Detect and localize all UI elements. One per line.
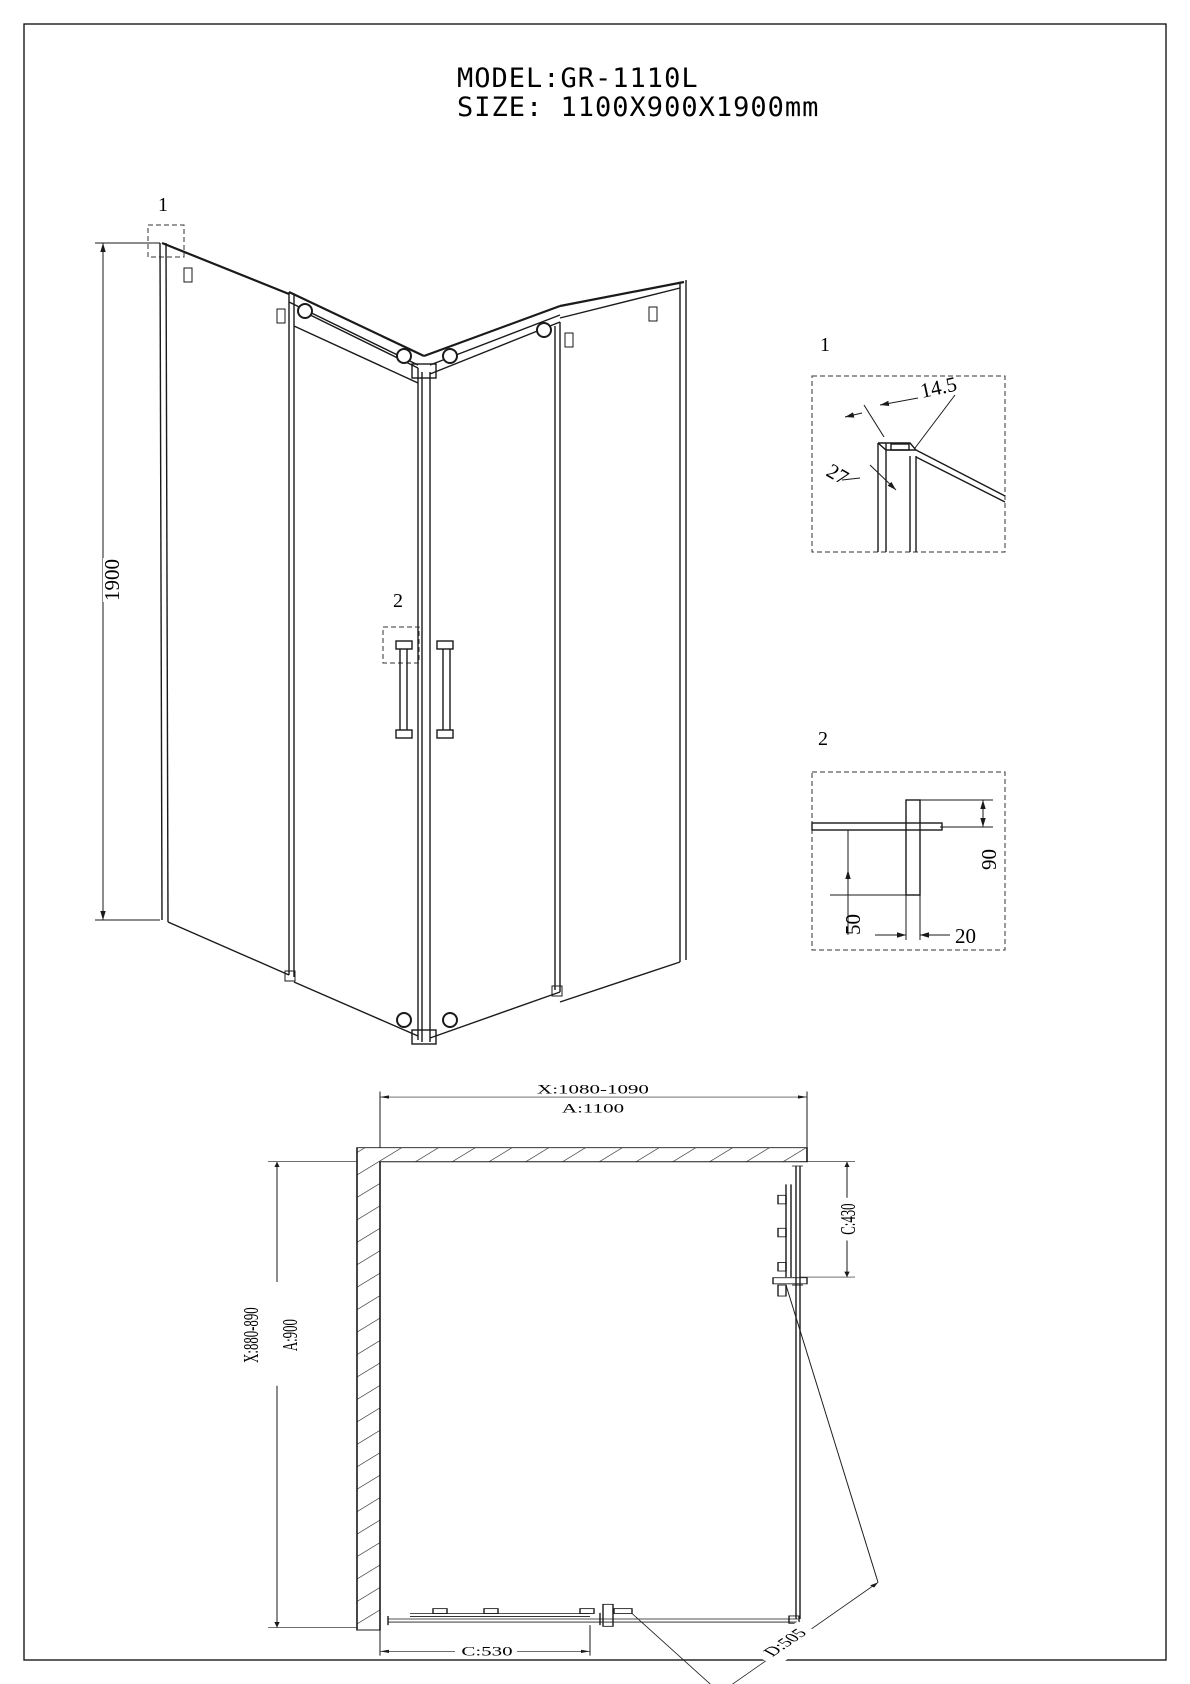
plan-entry-d: D:505	[759, 1625, 812, 1660]
plan-width-a: A:1100	[561, 1101, 625, 1116]
detail-2-label: 2	[818, 728, 828, 750]
door-handle-right	[437, 641, 453, 738]
detail-1-width-dim: 27	[822, 458, 853, 490]
detail-1	[812, 334, 1005, 552]
detail-2-clearance-dim: 50	[841, 914, 865, 935]
sheet-border	[24, 24, 1166, 1660]
plan-view	[240, 1081, 878, 1684]
door-handle-left	[396, 641, 412, 738]
plan-door-c-front: C:530	[461, 1644, 513, 1659]
detail-1-depth-dim: 14.5	[918, 371, 959, 403]
callout-1-label: 1	[158, 194, 168, 216]
height-dimension: 1900	[100, 559, 124, 601]
plan-depth-a: A:900	[278, 1319, 302, 1352]
detail-1-label: 1	[820, 334, 830, 356]
detail-2	[812, 728, 1005, 950]
shower-elevation	[95, 194, 686, 1044]
wall-hatched	[357, 1148, 807, 1630]
plan-door-c-side: C:430	[836, 1203, 860, 1235]
callout-2-box	[383, 627, 419, 663]
plan-depth-x: X:880-890	[239, 1307, 263, 1363]
plan-width-x: X:1080-1090	[537, 1082, 649, 1097]
callout-2-label: 2	[393, 590, 403, 612]
model-title: MODEL:GR-1110L	[457, 63, 699, 94]
detail-2-height-dim: 90	[977, 849, 1001, 870]
detail-2-thickness-dim: 20	[955, 924, 976, 948]
size-title: SIZE: 1100X900X1900mm	[457, 92, 820, 123]
